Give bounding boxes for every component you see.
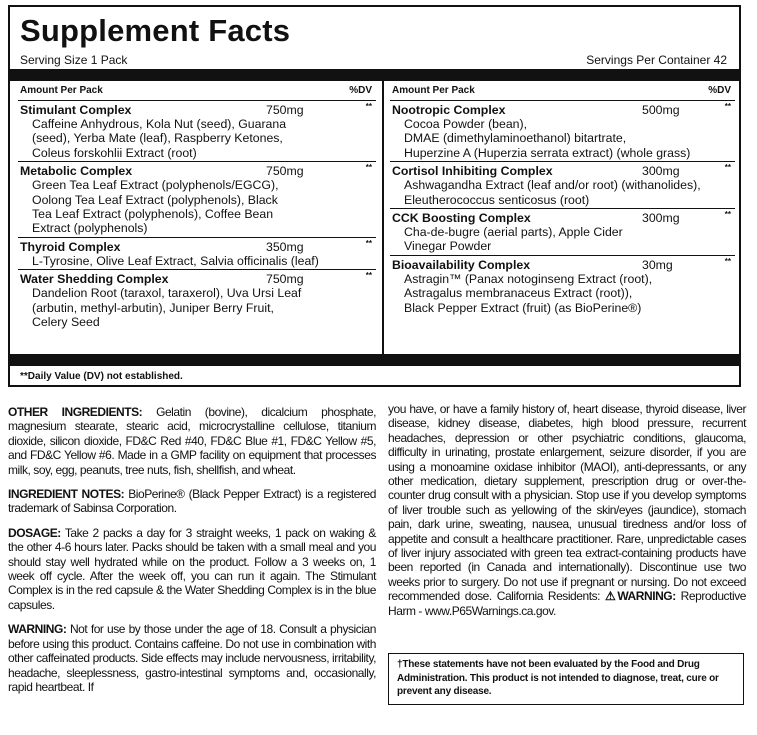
blend-ingredients-line: DMAE (dimethylaminoethanol) bitartrate, <box>404 131 627 146</box>
ingredient-notes-text: BioPerine® (Black Pepper Extract) is a registered trademark of Sabinsa Corporation. <box>8 487 376 516</box>
blend-ingredients-line: Tea Leaf Extract (polyphenols), Coffee Bean <box>32 207 274 222</box>
blend-amount: 750mg <box>266 164 304 179</box>
ingredient-block <box>390 101 735 162</box>
blend-dv: ** <box>365 271 372 281</box>
blend-ingredients-line: Ashwagandha Extract (leaf and/or root) (withanolides), <box>404 178 701 193</box>
blend-ingredients-line: Huperzine A (Huperzia serrata extract) (whole grass) <box>404 145 691 160</box>
blend-amount: 300mg <box>642 211 680 226</box>
blend-amount: 30mg <box>642 257 673 272</box>
warning-text-cont: you have, or have a family history of, heart disease, thyroid disease, liver disease, kidney disease, diabetes, high blood pressure, recurrent headaches, depression or other psychiatric conditions, glaucoma, difficulty in urinating, prostate enlargement, seizure disorder, if you are using a monoamine oxidase inhibitor (MAOI), anti-depressants, or any other medication, dietary supplement, prescription drug or over-the-counter drug consult with a physician. Stop use if you develop symptoms of liver trouble such as yellowing of the skin/eyes (jaundice), stomach pain, dark urine, sweating, nausea, unusual tiredness and/or loss of appetite and consult a healthcare practitioner. Rare, unpredictable cases of liver injury associated with green tea extract-containing products have been reported (in Canada and internationally). Discontinue use two weeks prior to surgery. Do not use if pregnant or nursing. Do not exceed recommended dose. California Residents: <box>388 402 746 604</box>
blend-ingredients-line: Black Pepper Extract (fruit) (as BioPerine®) <box>404 300 642 315</box>
prop65-warning-label: ⚠WARNING: <box>604 589 676 604</box>
blend-dv: ** <box>365 163 372 173</box>
other-ingredients-label: OTHER INGREDIENTS: <box>8 405 143 419</box>
other-ingredients-text: Gelatin (bovine), dicalcium phosphate, magnesium stearate, stearic acid, microcrystalline cellulose, titanium dioxide, silicon dioxide, FD&C Red #40, FD&C Blue #1, FD&C Yellow #5, and FD&C Yellow #6. Made in a GMP facility on equipment that processes milk, soy, egg, peanuts, tree nuts, fish, shellfish, and wheat. <box>8 405 376 477</box>
blend-ingredients-line: Celery Seed <box>32 315 100 330</box>
blend-amount: 500mg <box>642 103 680 117</box>
warning <box>8 622 376 694</box>
blend-name: Water Shedding Complex <box>20 272 169 287</box>
blend-name: Nootropic Complex <box>392 103 506 117</box>
ingredient-block <box>390 162 735 209</box>
ingredient-notes <box>8 487 376 516</box>
ingredient-block <box>390 209 735 256</box>
dv-label: %DV <box>708 85 731 96</box>
dv-label: %DV <box>349 85 372 96</box>
blend-amount: 750mg <box>266 272 304 287</box>
blend-ingredients-line: Astragin™ (Panax notoginseng Extract (root), <box>404 271 653 286</box>
prop65-warning-text: Reproductive Harm - www.P65Warnings.ca.gov. <box>388 589 746 618</box>
right-column <box>390 81 735 316</box>
blend-ingredients-line: Cha-de-bugre (aerial parts), Apple Cider <box>404 225 623 240</box>
blend-ingredients-line: Eleutherococcus senticosus (root) <box>404 192 590 207</box>
dosage-text: Take 2 packs a day for 3 straight weeks, 1 pack on waking & the other 4-6 hours later. Packs should be taken with a small meal and you should stay well hydrated while on the product. Follow a 3 weeks on, 1 week off cycle. After the week off, you can run it again. The Stimulant Complex is in the red capsule & the Water Shedding Complex is in the blue capsules. <box>8 525 376 612</box>
dv-footnote: **Daily Value (DV) not established. <box>20 371 183 382</box>
blend-ingredients-line: (seed), Yerba Mate (leaf), Raspberry Ketones, <box>32 131 283 146</box>
blend-name: Metabolic Complex <box>20 164 133 179</box>
left-blocks <box>18 101 376 330</box>
serving-size: Serving Size 1 Pack <box>20 53 128 67</box>
blend-ingredients-line: Astragalus membranaceus Extract (root)), <box>404 286 633 301</box>
ingredient-block <box>18 162 376 238</box>
left-column <box>18 81 376 330</box>
blend-ingredients-line: Coleus forskohlii Extract (root) <box>32 145 197 160</box>
blend-dv: ** <box>365 102 372 111</box>
blend-dv: ** <box>724 102 731 111</box>
blend-amount: 350mg <box>266 239 304 254</box>
warning-text-start: Not for use by those under the age of 18. Consult a physician before using this product. Contains caffeine. Do not use in combination with other caffeinated products. Side effects may include nervousness, irritability, headache, sleeplessness, gastro-intestinal symptoms and, occasionally, rapid heartbeat. If <box>8 622 376 694</box>
servings-per-container: Servings Per Container 42 <box>586 53 727 67</box>
label-text-right <box>388 402 746 628</box>
ingredient-block <box>390 256 735 316</box>
blend-name: Bioavailability Complex <box>392 257 531 272</box>
ingredient-block <box>18 270 376 330</box>
blend-name: CCK Boosting Complex <box>392 211 531 226</box>
blend-dv: ** <box>724 256 731 266</box>
fda-disclaimer-text: †These statements have not been evaluated by the Food and Drug Administration. This product is not intended to diagnose, treat, cure or prevent any disease. <box>397 659 719 697</box>
blend-name: Thyroid Complex <box>20 239 121 254</box>
blend-ingredients-line: Extract (polyphenols) <box>32 221 148 236</box>
ingredient-notes-label: INGREDIENT NOTES: <box>8 487 125 502</box>
blend-ingredients-line: L-Tyrosine, Olive Leaf Extract, Salvia officinalis (leaf) <box>32 253 319 268</box>
amount-per-pack-label: Amount Per Pack <box>392 85 475 96</box>
blend-ingredients-line: Dandelion Root (taraxol, taraxerol), Uva Ursi Leaf <box>32 286 302 301</box>
top-rule <box>10 69 739 81</box>
right-blocks <box>390 101 735 316</box>
warning-continued <box>388 402 746 618</box>
ingredient-block <box>18 101 376 162</box>
other-ingredients <box>8 405 376 477</box>
blend-dv: ** <box>365 238 372 248</box>
label-text-left <box>8 405 376 704</box>
blend-dv: ** <box>724 210 731 220</box>
blend-ingredients-line: Caffeine Anhydrous, Kola Nut (seed), Guarana <box>32 117 287 131</box>
bottom-rule <box>10 354 739 366</box>
ingredient-block <box>18 238 376 270</box>
dosage-label: DOSAGE: <box>8 525 61 540</box>
blend-amount: 750mg <box>266 103 304 117</box>
blend-name: Stimulant Complex <box>20 103 132 117</box>
fda-disclaimer-box <box>388 653 744 705</box>
blend-name: Cortisol Inhibiting Complex <box>392 164 553 179</box>
amount-per-pack-label: Amount Per Pack <box>20 85 103 96</box>
warning-label: WARNING: <box>8 622 67 637</box>
blend-amount: 300mg <box>642 164 680 179</box>
right-column-header <box>390 81 735 101</box>
left-column-header <box>18 81 376 101</box>
blend-ingredients-line: (arbutin, methyl-arbutin), Juniper Berry Fruit, <box>32 300 274 315</box>
supplement-facts-panel <box>8 5 741 387</box>
dosage <box>8 526 376 612</box>
column-divider <box>382 81 384 354</box>
blend-ingredients-line: Vinegar Powder <box>404 239 492 254</box>
blend-ingredients-line: Green Tea Leaf Extract (polyphenols/EGCG), <box>32 178 279 193</box>
blend-dv: ** <box>724 163 731 173</box>
panel-title: Supplement Facts <box>20 13 291 48</box>
blend-ingredients-line: Cocoa Powder (bean), <box>404 117 528 131</box>
blend-ingredients-line: Oolong Tea Leaf Extract (polyphenols), Black <box>32 192 278 207</box>
